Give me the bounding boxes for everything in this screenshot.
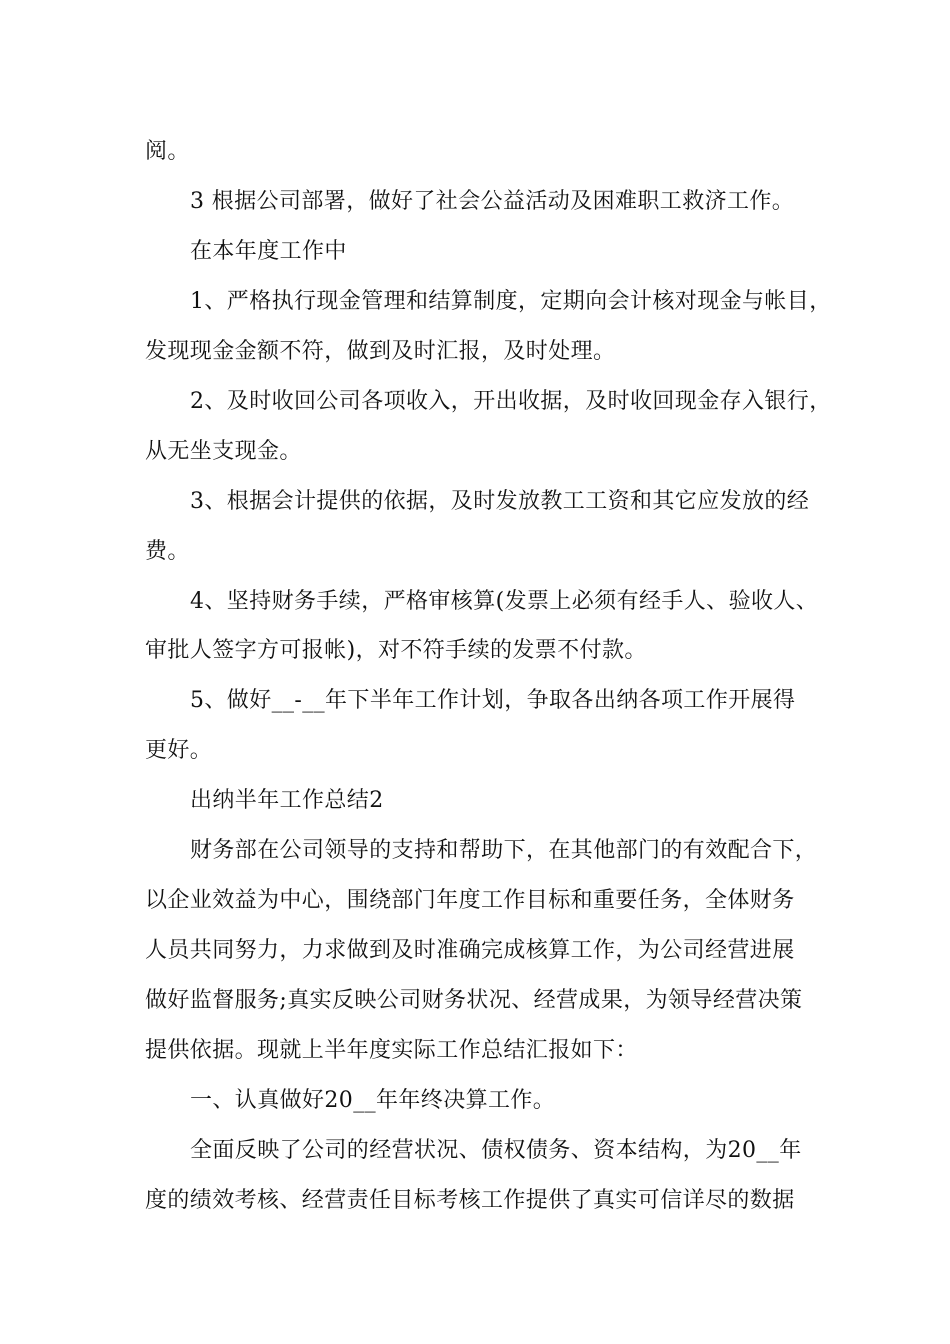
text-line: 1、严格执行现金管理和结算制度，定期向会计核对现金与帐目， [190,289,832,314]
text-line: 在本年度工作中 [190,239,347,264]
text-line: 3、根据会计提供的依据，及时发放教工工资和其它应发放的经 [190,489,810,514]
text-line: 3 根据公司部署，做好了社会公益活动及困难职工救济工作。 [190,189,795,214]
text-line: 审批人签字方可报帐)，对不符手续的发票不付款。 [145,638,647,663]
text-line: 阅。 [145,139,190,164]
text-line: 4、坚持财务手续，严格审核算(发票上必须有经手人、验收人、 [190,589,819,614]
text-line: 费。 [145,539,190,564]
text-line: 更好。 [145,738,213,763]
text-line: 做好监督服务;真实反映公司财务状况、经营成果，为领导经营决策 [145,988,803,1013]
text-line: 发现现金金额不符，做到及时汇报，及时处理。 [145,339,616,364]
text-line: 5、做好__-__年下半年工作计划，争取各出纳各项工作开展得 [190,688,796,713]
section-heading: 出纳半年工作总结2 [190,788,384,813]
text-line: 一、认真做好20__年年终决算工作。 [190,1088,556,1113]
text-line: 2、及时收回公司各项收入，开出收据，及时收回现金存入银行， [190,389,832,414]
text-line: 全面反映了公司的经营状况、债权债务、资本结构，为20__年 [190,1138,802,1163]
text-line: 从无坐支现金。 [145,439,302,464]
text-line: 以企业效益为中心，围绕部门年度工作目标和重要任务，全体财务 [145,888,795,913]
text-line: 提供依据。现就上半年度实际工作总结汇报如下： [145,1038,638,1063]
text-line: 度的绩效考核、经营责任目标考核工作提供了真实可信详尽的数据 [145,1188,795,1213]
text-line: 人员共同努力，力求做到及时准确完成核算工作，为公司经营进展 [145,938,795,963]
text-line: 财务部在公司领导的支持和帮助下，在其他部门的有效配合下， [190,838,818,863]
